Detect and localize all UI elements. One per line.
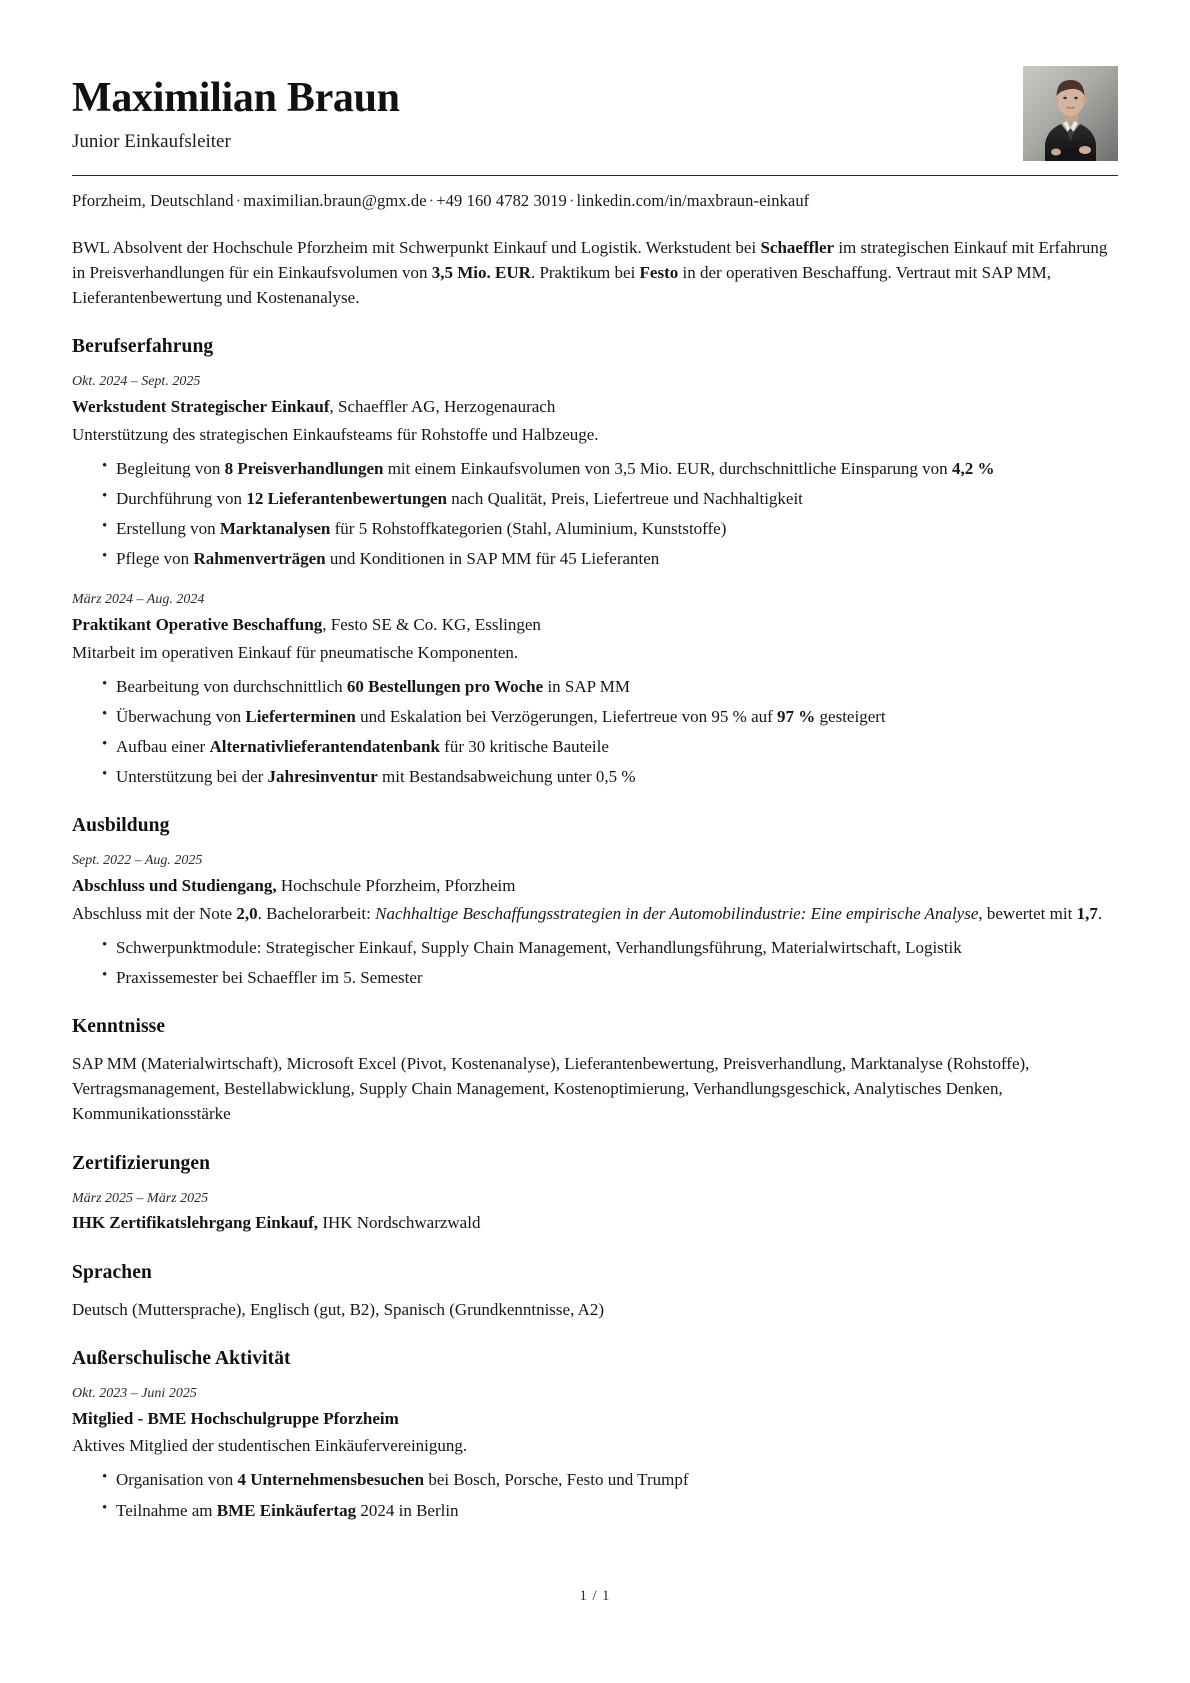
list-item	[102, 764, 1118, 789]
bullet-text: Aufbau einer	[116, 737, 210, 757]
bullet-bold: Lieferterminen	[245, 706, 356, 726]
bullet-bold: Marktanalysen	[219, 519, 331, 539]
bullet-bold: 12 Lieferantenbewertungen	[246, 488, 447, 508]
bullet-text: Organisation von	[116, 1470, 238, 1490]
entry-bullet-list	[72, 935, 1118, 990]
bullet-text: Durchführung von	[116, 488, 247, 508]
bullet-text: Unterstützung bei der	[116, 767, 268, 787]
experience-entry	[72, 372, 1118, 571]
contact-phone[interactable]: +49 160 4782 3019	[436, 191, 567, 210]
header-text-block	[72, 58, 400, 154]
contact-separator: ·	[568, 191, 575, 210]
entry-school: Hochschule Pforzheim, Pforzheim	[276, 876, 516, 896]
education-text: .	[1097, 903, 1103, 923]
bullet-bold: BME Einkäufertag	[216, 1500, 357, 1520]
education-text: Abschluss mit der Note	[72, 903, 237, 923]
experience-entry	[72, 590, 1118, 789]
bullet-bold: 4,2 %	[951, 458, 995, 478]
summary-text-1: BWL Absolvent der Hochschule Pforzheim mit Schwerpunkt Einkauf und Logistik. Werkstudent bei	[72, 237, 761, 257]
list-item	[102, 965, 1118, 990]
bullet-text: gesteigert	[815, 706, 886, 726]
section-title-extracurricular: Außerschulische Aktivität	[72, 1347, 291, 1369]
education-entry	[72, 851, 1118, 990]
list-item	[102, 935, 1118, 960]
bullet-text: mit einem Einkaufsvolumen von 3,5 Mio. EUR, durchschnittliche Einsparung von	[383, 458, 952, 478]
summary-bold-2: 3,5 Mio. EUR	[431, 263, 531, 283]
entry-bullet-list	[72, 1467, 1118, 1522]
contact-line	[72, 189, 1118, 213]
extracurricular-entry	[72, 1384, 1118, 1523]
bullet-text: 2024 in Berlin	[356, 1500, 459, 1520]
list-item	[102, 704, 1118, 729]
section-title-certifications: Zertifizierungen	[72, 1152, 211, 1174]
list-item	[102, 456, 1118, 481]
bullet-text: Begleitung von	[116, 458, 225, 478]
bullet-text: nach Qualität, Preis, Liefertreue und Nachhaltigkeit	[446, 488, 803, 508]
entry-date: Okt. 2024 – Sept. 2025	[72, 374, 201, 390]
entry-heading	[72, 874, 1118, 899]
bullet-text: Erstellung von	[116, 519, 220, 539]
entry-description: Unterstützung des strategischen Einkaufsteams für Rohstoffe und Halbzeuge.	[72, 424, 599, 444]
bullet-bold: Alternativlieferantendatenbank	[209, 737, 440, 757]
resume-header	[72, 58, 1118, 161]
education-text: , bewertet mit	[978, 903, 1077, 923]
page-title: Maximilian Braun	[72, 75, 400, 121]
education-text: . Bachelorarbeit:	[257, 903, 376, 923]
entry-bullet-list	[72, 674, 1118, 790]
entry-degree: Abschluss und Studiengang,	[72, 876, 277, 896]
section-title-experience: Berufserfahrung	[72, 336, 214, 358]
contact-separator: ·	[428, 191, 435, 210]
entry-description: Aktives Mitglied der studentischen Einkäufervereinigung.	[72, 1436, 468, 1456]
section-extracurricular	[72, 1348, 1118, 1523]
bullet-bold: 97 %	[777, 706, 816, 726]
bullet-text: und Eskalation bei Verzögerungen, Liefertreue von 95 % auf	[355, 706, 778, 726]
contact-email[interactable]: maximilian.braun@gmx.de	[243, 191, 427, 210]
entry-heading	[72, 1407, 1118, 1432]
certification-entry	[72, 1189, 1118, 1236]
bullet-text: mit Bestandsabweichung unter 0,5 %	[377, 767, 636, 787]
bullet-text: Überwachung von	[116, 706, 246, 726]
bullet-text: Schwerpunktmodule: Strategischer Einkauf, Supply Chain Management, Verhandlungsführung, Materialwirtschaft, Logistik	[116, 937, 962, 957]
section-title-skills: Kenntnisse	[72, 1016, 166, 1038]
entry-date: Sept. 2022 – Aug. 2025	[72, 853, 203, 869]
entry-heading	[72, 395, 1118, 420]
certification-name: IHK Zertifikatslehrgang Einkauf,	[72, 1213, 319, 1233]
entry-date: Okt. 2023 – Juni 2025	[72, 1385, 197, 1401]
entry-bullet-list	[72, 456, 1118, 572]
languages-text: Deutsch (Muttersprache), Englisch (gut, B2), Spanisch (Grundkenntnisse, A2)	[72, 1299, 605, 1319]
list-item	[102, 1498, 1118, 1523]
summary-text-2: im strategischen Einkauf mit Erfahrung in Preisverhandlungen für ein Einkaufsvolumen von	[72, 237, 1108, 283]
bullet-text: in SAP MM	[543, 676, 630, 696]
bullet-bold: Rahmenverträgen	[193, 549, 326, 569]
list-item	[102, 486, 1118, 511]
bullet-text: Pflege von	[116, 549, 194, 569]
certification-issuer: IHK Nordschwarzwald	[318, 1213, 481, 1233]
entry-description	[72, 901, 1118, 926]
header-divider	[72, 175, 1118, 176]
summary-text-4: in der operativen Beschaffung. Vertraut mit SAP MM, Lieferantenbewertung und Kostenanalyse.	[72, 263, 1051, 308]
entry-date: März 2025 – März 2025	[72, 1190, 209, 1206]
job-headline: Junior Einkaufsleiter	[72, 130, 231, 152]
entry-role: Werkstudent Strategischer Einkauf	[72, 396, 330, 416]
bullet-bold: 8 Preisverhandlungen	[224, 458, 384, 478]
bullet-text: bei Bosch, Porsche, Festo und Trumpf	[424, 1470, 689, 1490]
list-item	[102, 734, 1118, 759]
thesis-grade: 1,7	[1076, 903, 1098, 923]
page-number: 1 / 1	[579, 1588, 611, 1604]
education-grade: 2,0	[236, 903, 258, 923]
entry-description: Mitarbeit im operativen Einkauf für pneumatische Komponenten.	[72, 642, 519, 662]
bullet-bold: Jahresinventur	[267, 767, 378, 787]
skills-text: SAP MM (Materialwirtschaft), Microsoft Excel (Pivot, Kostenanalyse), Lieferantenbewertung, Preisverhandlung, Marktanalyse (Rohstoffe), Vertragsmanagement, Bestellabwicklung, Supply Chain Management, Kostenoptimierung, Verhandlungsgeschick, Analytisches Denken, Kommunikationsstärke	[72, 1054, 1030, 1124]
section-certifications	[72, 1153, 1118, 1236]
summary-text-3: . Praktikum bei	[530, 263, 640, 283]
avatar	[1023, 66, 1118, 161]
entry-role: Mitglied - BME Hochschulgruppe Pforzheim	[72, 1408, 399, 1428]
bullet-text: für 5 Rohstoffkategorien (Stahl, Aluminium, Kunststoffe)	[330, 519, 727, 539]
list-item	[102, 674, 1118, 699]
contact-separator: ·	[235, 191, 242, 210]
section-title-languages: Sprachen	[72, 1261, 152, 1283]
summary-bold-3: Festo	[639, 263, 679, 283]
section-experience	[72, 336, 1118, 789]
bullet-text: und Konditionen in SAP MM für 45 Lieferanten	[325, 549, 660, 569]
bullet-text: Teilnahme am	[116, 1500, 217, 1520]
section-languages	[72, 1262, 1118, 1322]
bullet-bold: 4 Unternehmensbesuchen	[237, 1470, 425, 1490]
portrait-photo-icon	[1023, 66, 1118, 161]
bullet-bold: 60 Bestellungen pro Woche	[346, 676, 544, 696]
bullet-text: Praxissemester bei Schaeffler im 5. Semester	[116, 967, 423, 987]
entry-date: März 2024 – Aug. 2024	[72, 592, 205, 608]
summary-bold-1: Schaeffler	[760, 237, 835, 257]
entry-org: , Schaeffler AG, Herzogenaurach	[329, 396, 556, 416]
bullet-text: für 30 kritische Bauteile	[439, 737, 609, 757]
contact-linkedin[interactable]: linkedin.com/in/maxbraun-einkauf	[576, 191, 810, 210]
summary-paragraph	[72, 235, 1118, 310]
bullet-text: Bearbeitung von durchschnittlich	[116, 676, 347, 696]
contact-location: Pforzheim, Deutschland	[72, 191, 234, 210]
section-education	[72, 815, 1118, 990]
entry-org: , Festo SE & Co. KG, Esslingen	[322, 615, 541, 634]
list-item	[102, 546, 1118, 571]
section-skills	[72, 1016, 1118, 1126]
thesis-title: Nachhaltige Beschaffungsstrategien in der Automobilindustrie: Eine empirische Analyse	[375, 903, 979, 923]
entry-heading	[72, 1211, 1118, 1236]
list-item	[102, 1467, 1118, 1492]
list-item	[102, 516, 1118, 541]
section-title-education: Ausbildung	[72, 815, 170, 837]
entry-heading	[72, 613, 1118, 638]
entry-role: Praktikant Operative Beschaffung	[72, 615, 323, 634]
